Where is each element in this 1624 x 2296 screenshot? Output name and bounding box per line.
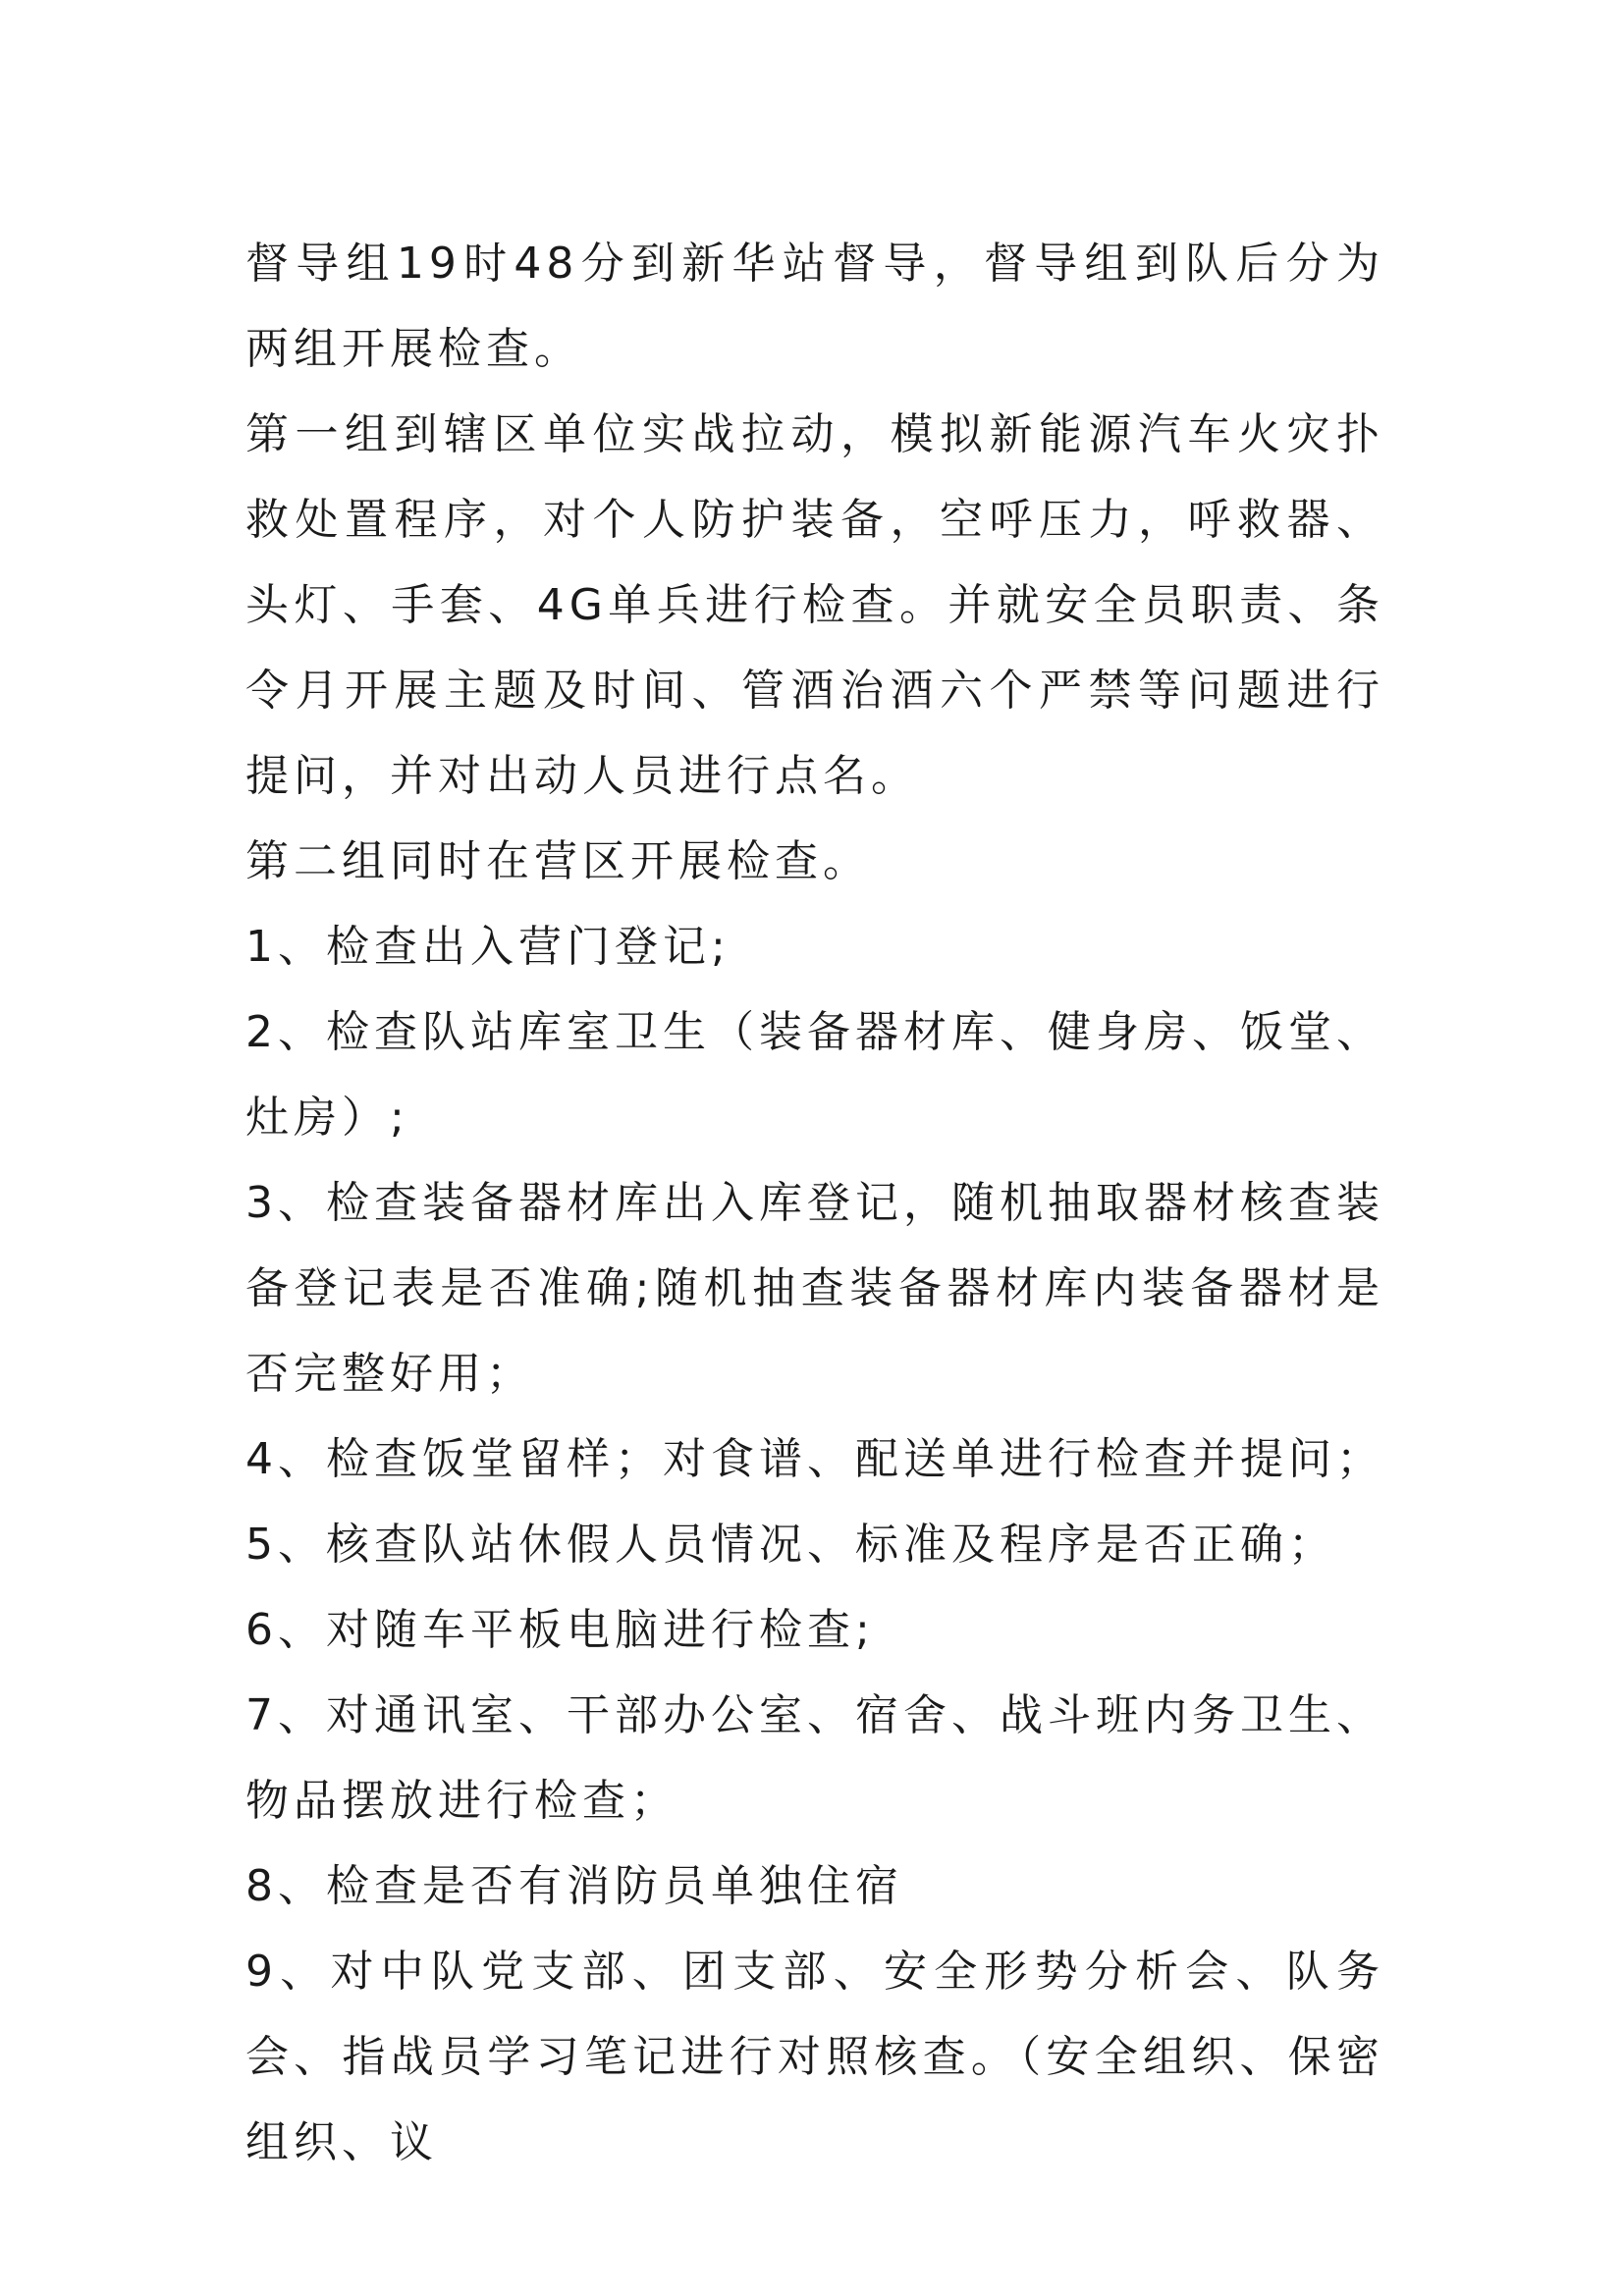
list-item-1: 1、检查出入营门登记;: [245, 922, 731, 972]
list-item-2: 2、检查队站库室卫生（装备器材库、健身房、饭堂、灶房）;: [245, 1007, 1384, 1143]
list-item-3: 3、检查装备器材库出入库登记，随机抽取器材核查装备登记表是否准确;随机抽查装备器材库内装备器材是否完整好用；: [245, 1178, 1384, 1399]
list-item-4: 4、检查饭堂留样；对食谱、配送单进行检查并提问；: [245, 1434, 1384, 1484]
document-page: [245, 221, 1384, 2185]
paragraph-group-two: 第二组同时在营区开展检查。: [245, 836, 871, 886]
paragraph-group-one: 第一组到辖区单位实战拉动，模拟新能源汽车火灾扑救处置程序，对个人防护装备，空呼压力，呼救器、头灯、手套、4G单兵进行检查。并就安全员职责、条令月开展主题及时间、管酒治酒六个严禁等问题进行提问，并对出动人员进行点名。: [245, 409, 1384, 801]
list-item-6: 6、对随车平板电脑进行检查;: [245, 1605, 875, 1655]
list-item-8: 8、检查是否有消防员单独住宿: [245, 1861, 903, 1911]
paragraph-intro: 督导组19时48分到新华站督导，督导组到队后分为两组开展检查。: [245, 239, 1384, 374]
list-item-9: 9、对中队党支部、团支部、安全形势分析会、队务会、指战员学习笔记进行对照核查。（安全组织、保密组织、议: [245, 1947, 1384, 2167]
list-item-5: 5、核查队站休假人员情况、标准及程序是否正确；: [245, 1520, 1336, 1570]
list-item-7: 7、对通讯室、干部办公室、宿舍、战斗班内务卫生、物品摆放进行检查；: [245, 1690, 1384, 1826]
